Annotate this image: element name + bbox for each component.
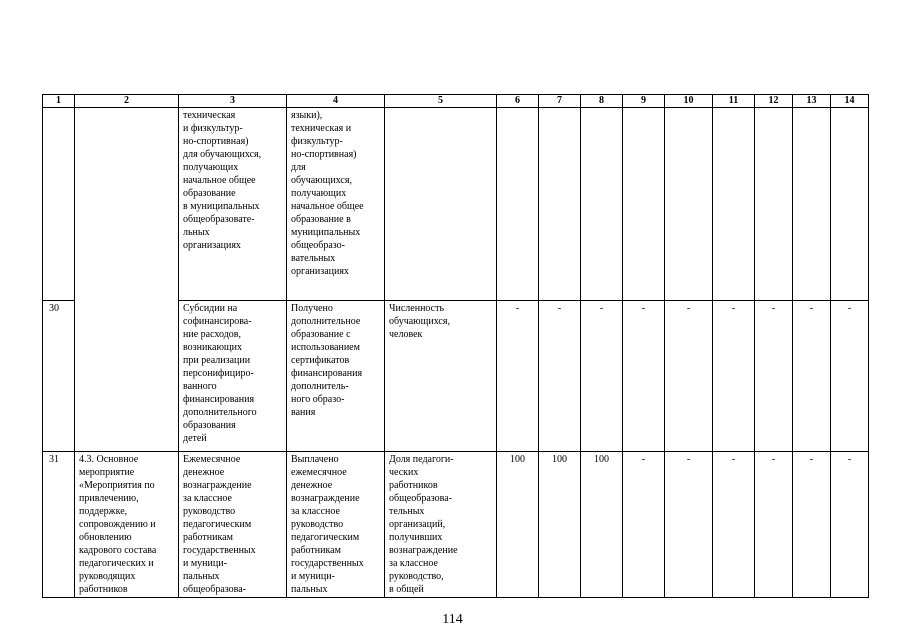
row-number-cell [43,108,75,301]
table-row [43,452,869,598]
header-cell: 2 [75,95,179,108]
value-cell [623,108,665,301]
activity-cell: Субсидии на софинансирова- ние расходов, возникающих при реализации персонифициро- ванного финансирования дополнительного образования детей [179,301,287,452]
header-cell: 1 [43,95,75,108]
header-cell: 11 [713,95,755,108]
event-cell [75,108,179,452]
page-number: 114 [442,612,463,627]
value-cell: - [539,301,581,452]
value-cell: - [665,301,713,452]
table-row [43,108,869,301]
value-cell [581,108,623,301]
header-row [43,95,869,108]
value-cell [755,108,793,301]
activity-cell: техническая и физкультур- но-спортивная) для обучающихся, получающих начальное общее образование в муниципальных общеобразовате- льных организациях [179,108,287,301]
header-cell: 12 [755,95,793,108]
header-cell: 8 [581,95,623,108]
document-table [42,94,869,598]
header-cell: 4 [287,95,385,108]
value-cell: - [623,301,665,452]
event-cell: 4.3. Основное мероприятие «Мероприятия по привлечению, поддержке, сопровождению и обновлению кадрового состава педагогических и руководящих работников [75,452,179,598]
value-cell: - [581,301,623,452]
header-cell: 9 [623,95,665,108]
value-cell: - [831,301,869,452]
value-cell [665,108,713,301]
header-cell: 14 [831,95,869,108]
value-cell: - [713,301,755,452]
value-cell: 100 [581,452,623,598]
value-cell: - [755,452,793,598]
activity-cell: Ежемесячное денежное вознаграждение за классное руководство педагогическим работникам государственных и муници- пальных общеобразова- [179,452,287,598]
indicator-cell [385,108,497,301]
value-cell [497,108,539,301]
row-number-cell: 31 [43,452,75,598]
value-cell [793,108,831,301]
value-cell [539,108,581,301]
indicator-cell: Доля педагоги- ческих работников общеобразова- тельных организаций, получивших вознаграждение за классное руководство, в общей [385,452,497,598]
value-cell: - [755,301,793,452]
value-cell: - [713,452,755,598]
value-cell: - [665,452,713,598]
header-cell: 6 [497,95,539,108]
row-number-cell: 30 [43,301,75,452]
value-cell: - [831,452,869,598]
value-cell: - [497,301,539,452]
result-cell: Выплачено ежемесячное денежное вознаграждение за классное руководство педагогическим работникам государственных и муници- пальных [287,452,385,598]
indicator-cell: Численность обучающихся, человек [385,301,497,452]
value-cell: - [623,452,665,598]
value-cell [713,108,755,301]
value-cell [831,108,869,301]
result-cell: языки), техническая и физкультур- но-спортивная) для обучающихся, получающих начальное общее образование в муниципальных общеобразо- вательных организациях [287,108,385,301]
value-cell: 100 [497,452,539,598]
header-cell: 10 [665,95,713,108]
result-cell: Получено дополнительное образование с использованием сертификатов финансирования дополнитель- ного образо- вания [287,301,385,452]
value-cell: - [793,452,831,598]
header-cell: 7 [539,95,581,108]
value-cell: 100 [539,452,581,598]
value-cell: - [793,301,831,452]
header-cell: 3 [179,95,287,108]
header-cell: 5 [385,95,497,108]
header-cell: 13 [793,95,831,108]
